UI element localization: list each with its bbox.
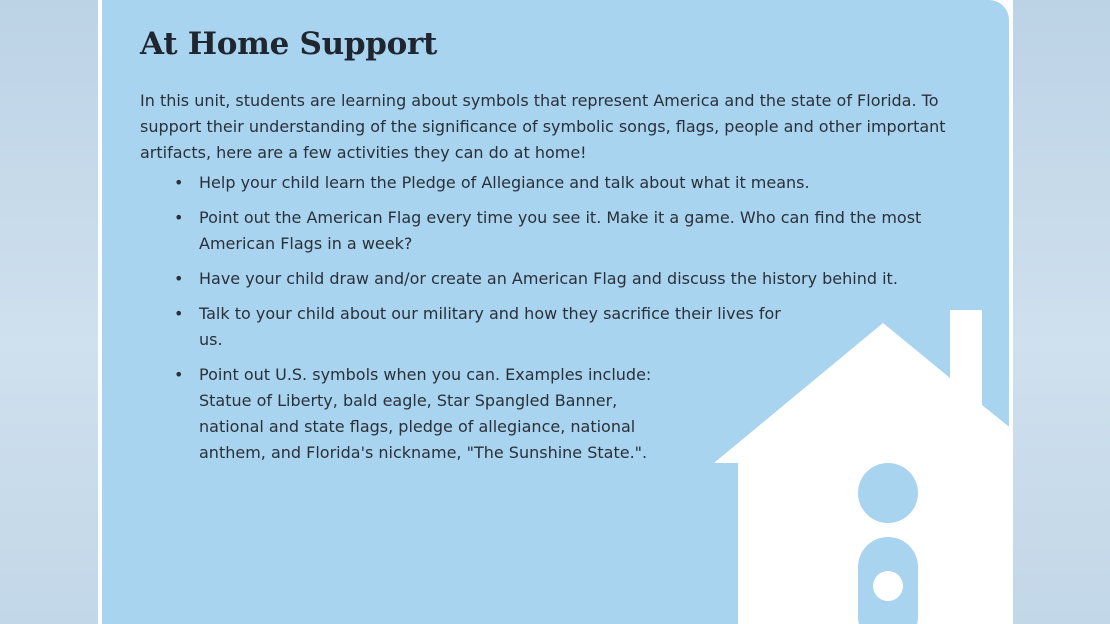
list-item [172, 170, 919, 196]
intro-paragraph: In this unit, students are learning about symbols that represent America and the state of Florida. To support their understanding of the significance of symbolic songs, flags, people and other important artifacts, here are a few activities they can do at home! [140, 91, 946, 162]
bullet-icon: • [174, 304, 184, 323]
support-card [102, 0, 1009, 624]
backdrop-left [0, 0, 98, 624]
document-page [98, 0, 1013, 624]
page-title: At Home Support [140, 26, 438, 62]
list-item [172, 266, 919, 292]
bullet-icon: • [174, 269, 184, 288]
list-item [172, 205, 959, 257]
list-item [172, 362, 669, 466]
backdrop-right [1013, 0, 1110, 624]
activity-text: Point out the American Flag every time you see it. Make it a game. Who can find the most American Flags in a week? [199, 208, 922, 253]
activity-list [172, 170, 932, 475]
bullet-icon: • [174, 208, 184, 227]
bullet-icon: • [174, 173, 184, 192]
activity-text: Talk to your child about our military and how they sacrifice their lives for us. [199, 304, 781, 349]
bullet-icon: • [174, 365, 184, 384]
list-item [172, 301, 799, 353]
activity-text: Help your child learn the Pledge of Allegiance and talk about what it means. [199, 173, 810, 192]
activity-text: Have your child draw and/or create an American Flag and discuss the history behind it. [199, 269, 898, 288]
activity-text: Point out U.S. symbols when you can. Examples include: Statue of Liberty, bald eagle, Star Spangled Banner, national and state flags, pledge of allegiance, national anthem, and Florida's nickname, "The Sunshine State.". [199, 365, 652, 462]
